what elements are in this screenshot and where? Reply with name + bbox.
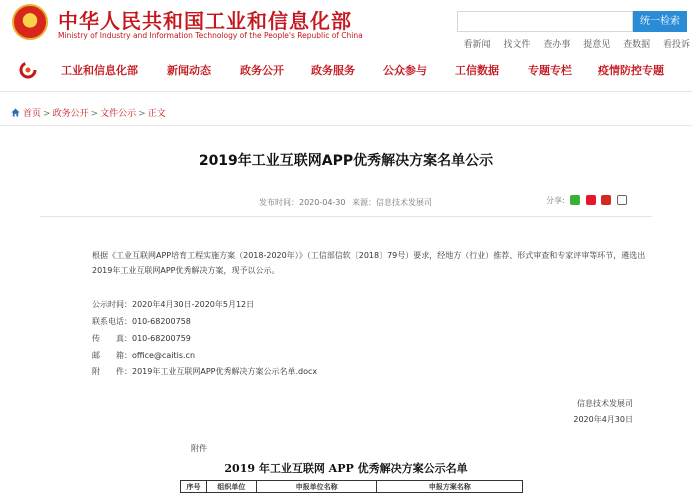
nav-item-miit[interactable]: 工业和信息化部	[61, 64, 138, 77]
article-meta	[259, 197, 432, 208]
info-phone	[92, 316, 191, 327]
quick-link-complaints[interactable]: 看投诉	[662, 40, 690, 50]
document-table	[180, 480, 523, 493]
breadcrumb-file-notice[interactable]: 文件公示	[100, 109, 137, 119]
article-paragraph: 根据《工业互联网APP培育工程实施方案（2018-2020年）》（工信部信软〔2018〕79号）要求，经地方（行业）推荐、形式审查和专家评审等环节，遴选出2019年工业互联网APP优秀解决方案，现予以公示。	[92, 251, 646, 275]
nav-item-public[interactable]: 公众参与	[383, 64, 427, 77]
weibo-share-icon[interactable]	[586, 195, 596, 205]
publish-time: 发布时间：2020-04-30	[259, 198, 346, 207]
quick-link-files[interactable]: 找文件	[503, 40, 531, 50]
breadcrumb-home[interactable]: 首页	[23, 109, 42, 119]
table-header-row	[181, 481, 523, 493]
quick-link-services[interactable]: 查办事	[543, 40, 571, 50]
attachment-label: 附件	[191, 444, 207, 453]
nav-item-gov-services[interactable]: 政务服务	[311, 64, 355, 77]
share-bar	[546, 195, 627, 206]
info-notice-period	[92, 299, 254, 310]
search-button[interactable]: 统一检索	[633, 11, 687, 32]
main-nav	[0, 55, 692, 85]
breadcrumb-current: 正文	[147, 109, 166, 119]
info-label: 传 真：	[92, 334, 132, 343]
article-title: 2019年工业互联网APP优秀解决方案名单公示	[198, 153, 494, 169]
breadcrumb-separator: >	[90, 109, 99, 119]
quick-link-news[interactable]: 看新闻	[463, 40, 491, 50]
table-header-cell: 申报单位名称	[256, 481, 377, 493]
info-value: 2020年4月30日-2020年5月12日	[132, 300, 255, 309]
quick-link-data[interactable]: 查数据	[623, 40, 651, 50]
sign-organization: 信息技术发展司	[577, 399, 633, 408]
breadcrumb	[11, 106, 166, 119]
breadcrumb-separator: >	[43, 109, 51, 119]
info-value[interactable]: office@caitis.cn	[132, 351, 196, 360]
nav-item-topics[interactable]: 专题专栏	[528, 64, 572, 77]
table-header-cell: 组织单位	[206, 481, 256, 493]
quick-link-feedback[interactable]: 提意见	[583, 40, 611, 50]
national-emblem-icon[interactable]: ★	[12, 4, 48, 40]
nav-divider	[0, 91, 692, 92]
nav-item-epidemic[interactable]: 疫情防控专题	[598, 64, 664, 77]
info-value: 010-68200759	[132, 334, 191, 343]
document-title: 2019 年工业互联网 APP 优秀解决方案公示名单	[224, 462, 468, 475]
share-label: 分享:	[546, 196, 565, 205]
sign-date: 2020年4月30日	[573, 415, 633, 424]
breadcrumb-gov-affairs[interactable]: 政务公开	[52, 109, 89, 119]
info-email	[92, 350, 195, 361]
table-header-cell: 申报方案名称	[377, 481, 523, 493]
ministry-logo-icon[interactable]	[19, 61, 37, 79]
home-icon	[11, 108, 20, 117]
attachment-link[interactable]: 2019年工业互联网APP优秀解决方案公示名单.docx	[132, 367, 318, 376]
info-label: 联系电话：	[92, 317, 132, 326]
search-input[interactable]	[457, 11, 633, 32]
info-fax	[92, 333, 191, 344]
print-icon[interactable]	[617, 195, 627, 205]
info-label: 公示时间：	[92, 300, 132, 309]
table-header-cell: 序号	[181, 481, 207, 493]
wechat-share-icon[interactable]	[570, 195, 580, 205]
site-title[interactable]: 中华人民共和国工业和信息化部	[58, 9, 352, 33]
article-source: 来源：信息技术发展司	[352, 198, 433, 207]
quick-links	[454, 37, 690, 50]
site-header	[0, 0, 692, 50]
nav-item-gov-affairs[interactable]: 政务公开	[240, 64, 284, 77]
pdf-icon[interactable]	[601, 195, 611, 205]
breadcrumb-divider	[0, 125, 692, 126]
meta-divider	[40, 216, 652, 217]
info-label: 附 件：	[92, 367, 132, 376]
breadcrumb-separator: >	[138, 109, 146, 119]
nav-item-data[interactable]: 工信数据	[455, 64, 499, 77]
site-subtitle: Ministry of Industry and Information Technology of the People's Republic of China	[58, 31, 363, 40]
nav-item-news[interactable]: 新闻动态	[167, 64, 211, 77]
info-attachment	[92, 366, 317, 377]
info-label: 邮 箱：	[92, 351, 132, 360]
info-value: 010-68200758	[132, 317, 191, 326]
